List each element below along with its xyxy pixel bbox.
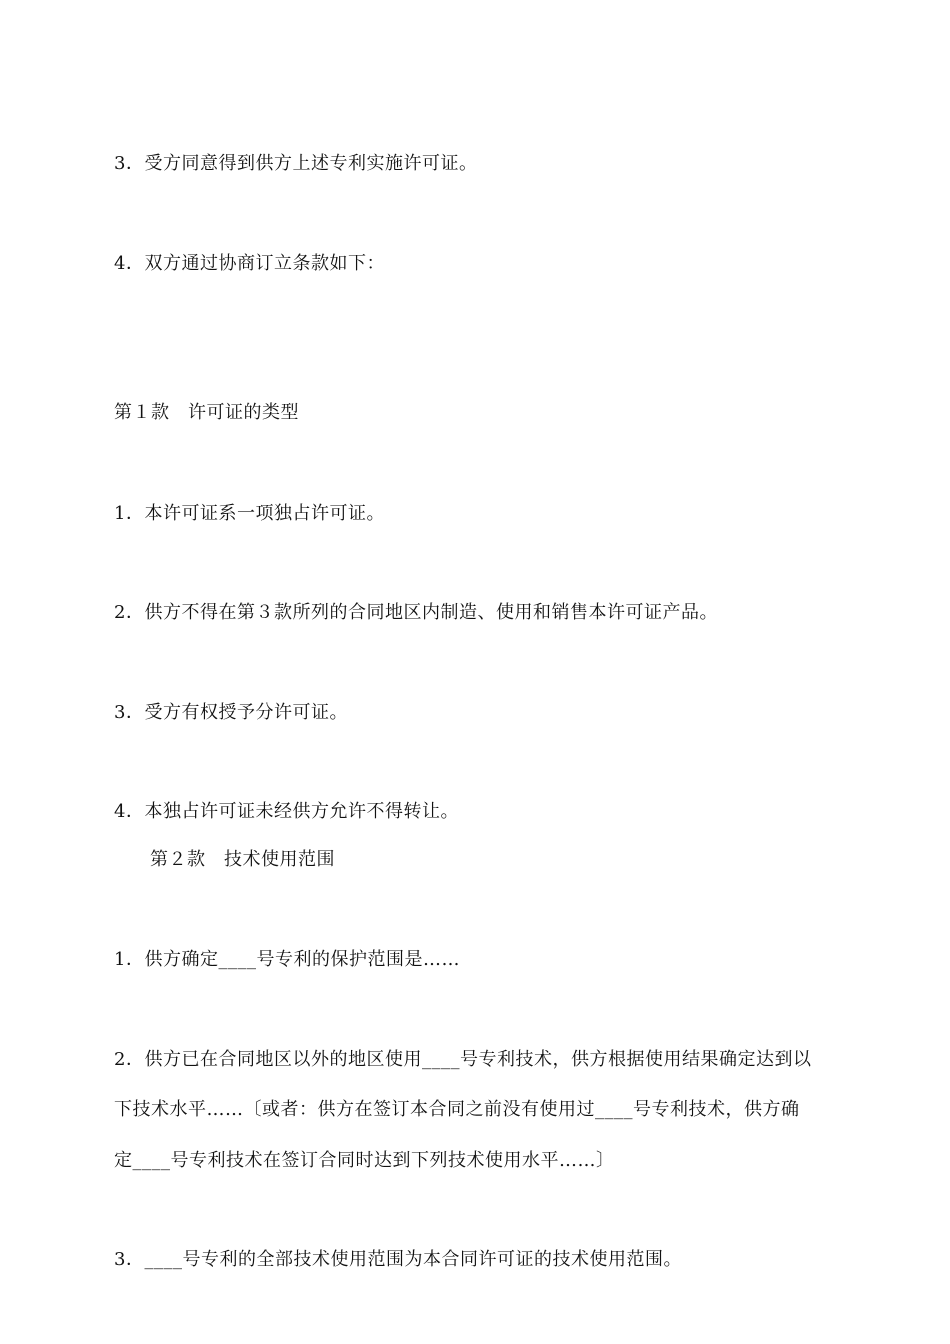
clause-line: 2．供方已在合同地区以外的地区使用____号专利技术，供方根据使用结果确定达到以 xyxy=(114,1049,812,1070)
section-heading: 第２款 技术使用范围 xyxy=(150,849,335,870)
clause-line: 2．供方不得在第３款所列的合同地区内制造、使用和销售本许可证产品。 xyxy=(114,602,718,623)
section-heading: 第１款 许可证的类型 xyxy=(114,402,299,423)
clause-line: 下技术水平……〔或者：供方在签订本合同之前没有使用过____号专利技术，供方确 xyxy=(114,1099,800,1120)
clause-line: 3．____号专利的全部技术使用范围为本合同许可证的技术使用范围。 xyxy=(114,1249,682,1270)
clause-line: 1．供方确定____号专利的保护范围是…… xyxy=(114,949,460,970)
clause-line: 3．受方有权授予分许可证。 xyxy=(114,702,348,723)
clause-line: 3．受方同意得到供方上述专利实施许可证。 xyxy=(114,153,478,174)
clause-line: 1．本许可证系一项独占许可证。 xyxy=(114,503,385,524)
clause-line: 定____号专利技术在签订合同时达到下列技术使用水平……〕 xyxy=(114,1150,615,1171)
clause-line: 4．本独占许可证未经供方允许不得转让。 xyxy=(114,801,459,822)
clause-line: 4．双方通过协商订立条款如下： xyxy=(114,253,385,274)
